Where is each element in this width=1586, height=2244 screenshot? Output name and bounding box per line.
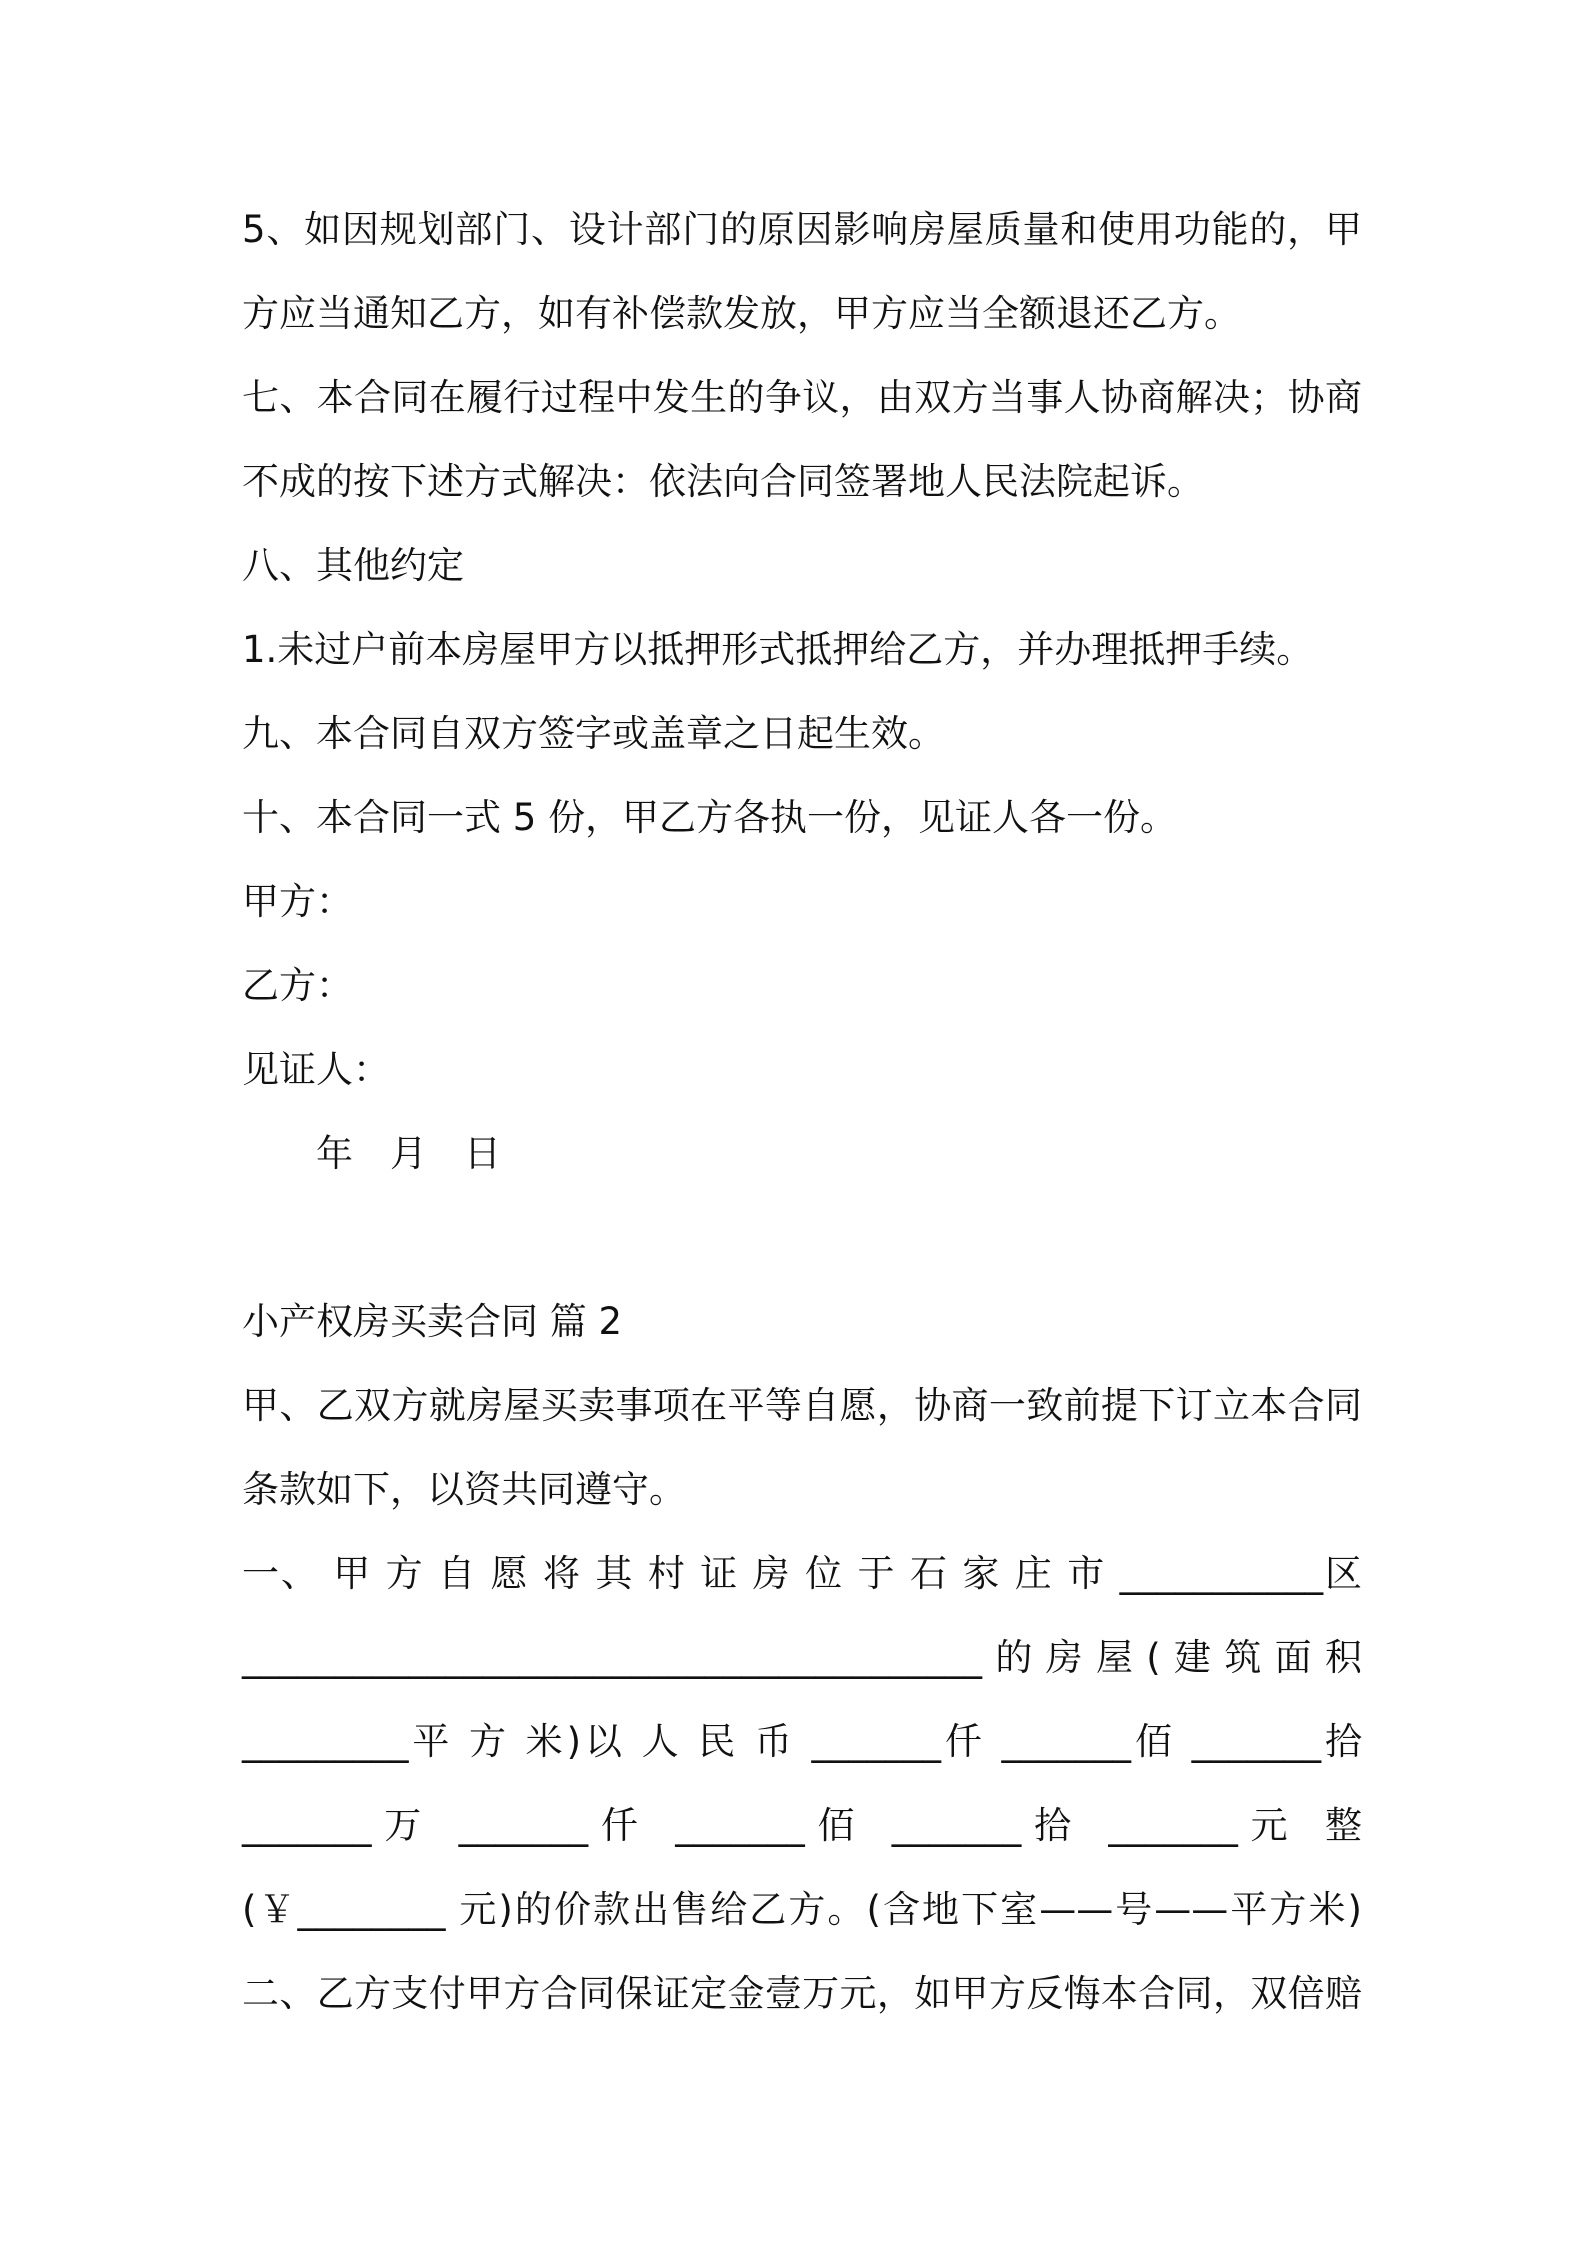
- party-a-signature: 甲方：: [242, 880, 353, 923]
- clause-1-line-5: (￥________ 元)的价款出售给乙方。(含地下室——号——平方米): [242, 1888, 1362, 1931]
- clause-8-item-1: 1.未过户前本房屋甲方以抵押形式抵押给乙方，并办理抵押手续。: [242, 628, 1314, 671]
- intro-line-1: 甲、乙双方就房屋买卖事项在平等自愿，协商一致前提下订立本合同: [242, 1384, 1362, 1427]
- clause-7-line-1: 七、本合同在履行过程中发生的争议，由双方当事人协商解决；协商: [242, 376, 1362, 419]
- clause-1-line-3: _________平 方 米)以 人 民 币 _______仟 _______佰 _______拾: [242, 1720, 1362, 1763]
- party-b-signature: 乙方：: [242, 964, 353, 1007]
- clause-9: 九、本合同自双方签字或盖章之日起生效。: [242, 712, 945, 755]
- clause-10: 十、本合同一式 5 份，甲乙方各执一份，见证人各一份。: [242, 796, 1178, 839]
- witness-signature: 见证人：: [242, 1048, 390, 1091]
- clause-1-line-4: _______万 _______仟 _______佰 _______拾 _______元 整: [242, 1804, 1362, 1847]
- clause-7-line-2: 不成的按下述方式解决：依法向合同签署地人民法院起诉。: [242, 460, 1204, 503]
- section-title: 小产权房买卖合同 篇 2: [242, 1300, 623, 1343]
- clause-2-line-1: 二、乙方支付甲方合同保证定金壹万元，如甲方反悔本合同，双倍赔: [242, 1972, 1362, 2015]
- date-line: 年 月 日: [316, 1132, 501, 1175]
- clause-1-line-2: ________________________________________的房屋(建筑面积: [242, 1636, 1362, 1679]
- clause-5-line-1: 5、如因规划部门、设计部门的原因影响房屋质量和使用功能的，甲: [242, 208, 1362, 251]
- clause-5-line-2: 方应当通知乙方，如有补偿款发放，甲方应当全额退还乙方。: [242, 292, 1241, 335]
- intro-line-2: 条款如下，以资共同遵守。: [242, 1468, 686, 1511]
- clause-1-line-1: 一、 甲 方 自 愿 将 其 村 证 房 位 于 石 家 庄 市 ___________区: [242, 1552, 1362, 1595]
- clause-8-heading: 八、其他约定: [242, 544, 464, 587]
